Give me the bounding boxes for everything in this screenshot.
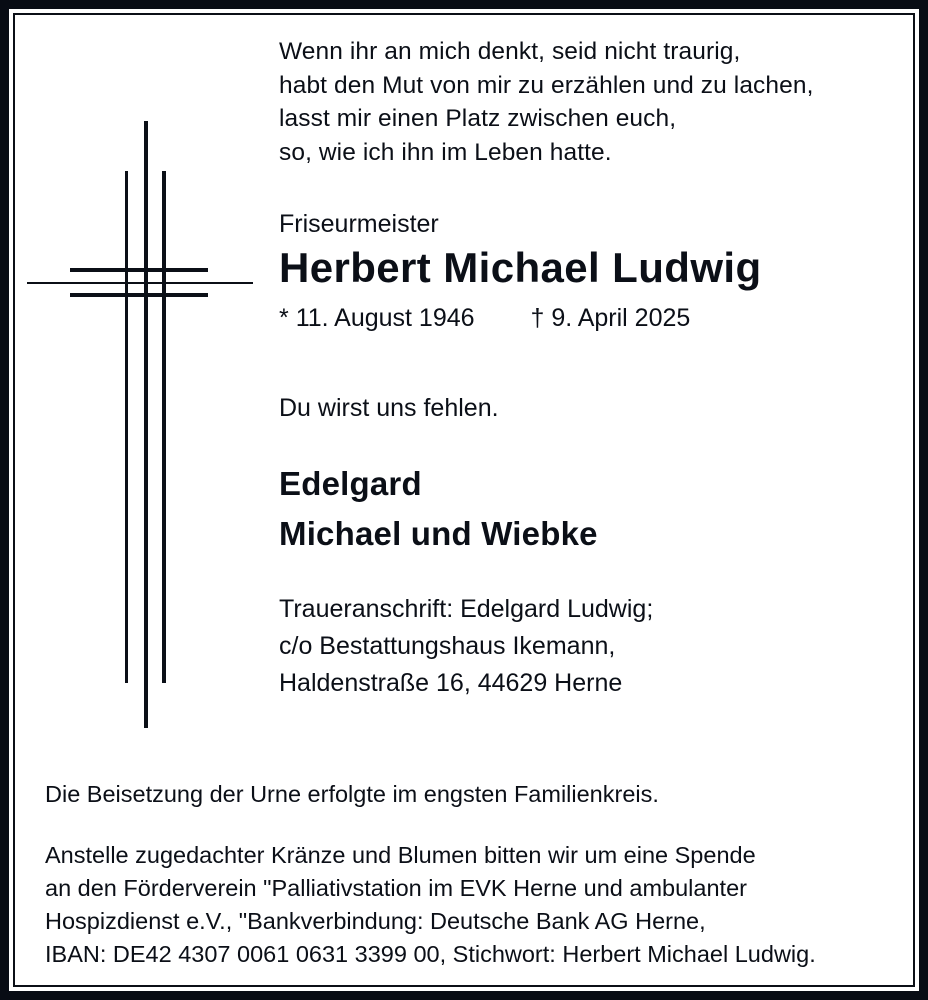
address-line: Traueranschrift: Edelgard Ludwig; bbox=[279, 595, 654, 623]
farewell-message: Du wirst uns fehlen. bbox=[279, 394, 499, 422]
notice-text-column bbox=[279, 35, 899, 702]
poem-line: so, wie ich ihn im Leben hatte. bbox=[279, 138, 612, 166]
donation-line: Hospizdienst e.V., "Bankverbindung: Deutsche Bank AG Herne, bbox=[45, 908, 706, 934]
survivors-list bbox=[279, 459, 899, 559]
survivor-line: Edelgard bbox=[279, 465, 422, 502]
mourning-address bbox=[279, 591, 899, 702]
cross-horizontal-top-bar bbox=[70, 268, 208, 272]
address-line: Haldenstraße 16, 44629 Herne bbox=[279, 669, 623, 697]
poem-line: lasst mir einen Platz zwischen euch, bbox=[279, 105, 677, 132]
birth-symbol: * bbox=[279, 304, 289, 332]
life-dates bbox=[279, 303, 899, 333]
birth-date: 11. August 1946 bbox=[295, 304, 475, 332]
donation-request bbox=[45, 839, 905, 971]
donation-line: an den Förderverein "Palliativstation im EVK Herne und ambulanter bbox=[45, 875, 747, 901]
poem-line: Wenn ihr an mich denkt, seid nicht traurig, bbox=[279, 38, 741, 65]
notice-footer bbox=[45, 779, 905, 971]
address-line: c/o Bestattungshaus Ikemann, bbox=[279, 632, 616, 660]
poem-line: habt den Mut von mir zu erzählen und zu lachen, bbox=[279, 71, 814, 99]
profession-title: Friseurmeister bbox=[279, 210, 439, 238]
cross-icon bbox=[21, 109, 271, 749]
cross-vertical-center-line bbox=[144, 121, 148, 728]
cross-vertical-right-line bbox=[162, 171, 166, 683]
survivor-line: Michael und Wiebke bbox=[279, 515, 598, 552]
cross-vertical-left-line bbox=[125, 171, 128, 683]
cross-horizontal-middle-rule bbox=[27, 282, 253, 284]
notice-canvas bbox=[9, 9, 919, 991]
cross-horizontal-bottom-bar bbox=[70, 293, 208, 297]
memorial-poem bbox=[279, 35, 899, 169]
deceased-name: Herbert Michael Ludwig bbox=[279, 244, 762, 291]
donation-line: Anstelle zugedachter Kränze und Blumen bitten wir um eine Spende bbox=[45, 842, 756, 868]
donation-line: IBAN: DE42 4307 0061 0631 3399 00, Stichwort: Herbert Michael Ludwig. bbox=[45, 941, 816, 967]
death-symbol: † bbox=[530, 304, 545, 332]
burial-note: Die Beisetzung der Urne erfolgte im engsten Familienkreis. bbox=[45, 781, 659, 807]
death-date: 9. April 2025 bbox=[551, 304, 691, 332]
